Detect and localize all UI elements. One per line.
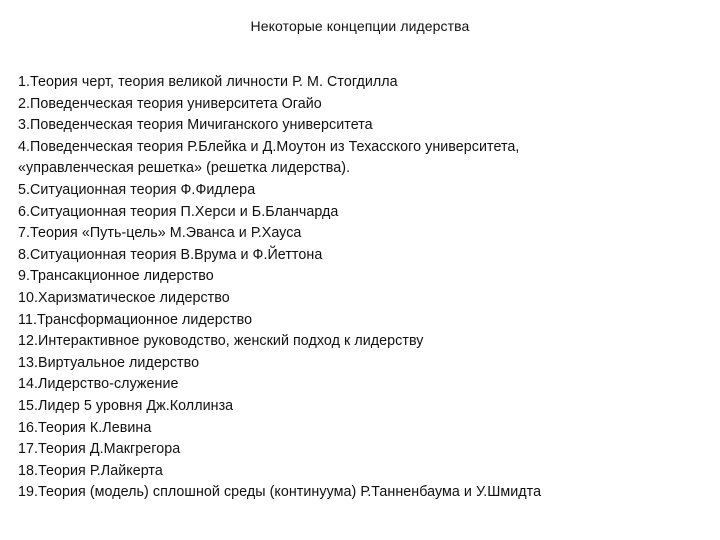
list-item: 18.Теория Р.Лайкерта bbox=[18, 462, 163, 479]
list-item: 17.Теория Д.Макгрегора bbox=[18, 441, 181, 458]
list-item: 8.Ситуационная теория В.Врума и Ф.Йеттона bbox=[18, 246, 323, 263]
list-item: 15.Лидер 5 уровня Дж.Коллинза bbox=[18, 397, 234, 414]
list-item: 4.Поведенческая теория Р.Блейка и Д.Моутон из Техасского университета, bbox=[18, 138, 520, 155]
list-item: 5.Ситуационная теория Ф.Фидлера bbox=[18, 181, 256, 198]
slide-title: Некоторые концепции лидерства bbox=[250, 18, 470, 34]
list-item: 6.Ситуационная теория П.Херси и Б.Бланчарда bbox=[18, 203, 339, 220]
list-item: 1.Теория черт, теория великой личности Р. М. Стогдилла bbox=[18, 74, 398, 90]
list-item: 2.Поведенческая теория университета Огайо bbox=[18, 95, 322, 112]
list-item: 13.Виртуальное лидерство bbox=[18, 354, 200, 371]
list-item: 7.Теория «Путь-цель» М.Эванса и Р.Хауса bbox=[18, 225, 302, 242]
list-item: 16.Теория К.Левина bbox=[18, 419, 152, 436]
list-item: 3.Поведенческая теория Мичиганского университета bbox=[18, 117, 373, 134]
list-item: 11.Трансформационное лидерство bbox=[18, 311, 253, 328]
list-item: 14.Лидерство-служение bbox=[18, 376, 179, 393]
list-item-continuation: «управленческая решетка» (решетка лидерства). bbox=[18, 160, 351, 177]
list-item: 19.Теория (модель) сплошной среды (континуума) Р.Танненбаума и У.Шмидта bbox=[18, 484, 542, 501]
concepts-list bbox=[18, 72, 708, 504]
list-item: 10.Харизматическое лидерство bbox=[18, 289, 230, 306]
list-item: 9.Трансакционное лидерство bbox=[18, 268, 214, 285]
list-item: 12.Интерактивное руководство, женский подход к лидерству bbox=[18, 333, 424, 350]
